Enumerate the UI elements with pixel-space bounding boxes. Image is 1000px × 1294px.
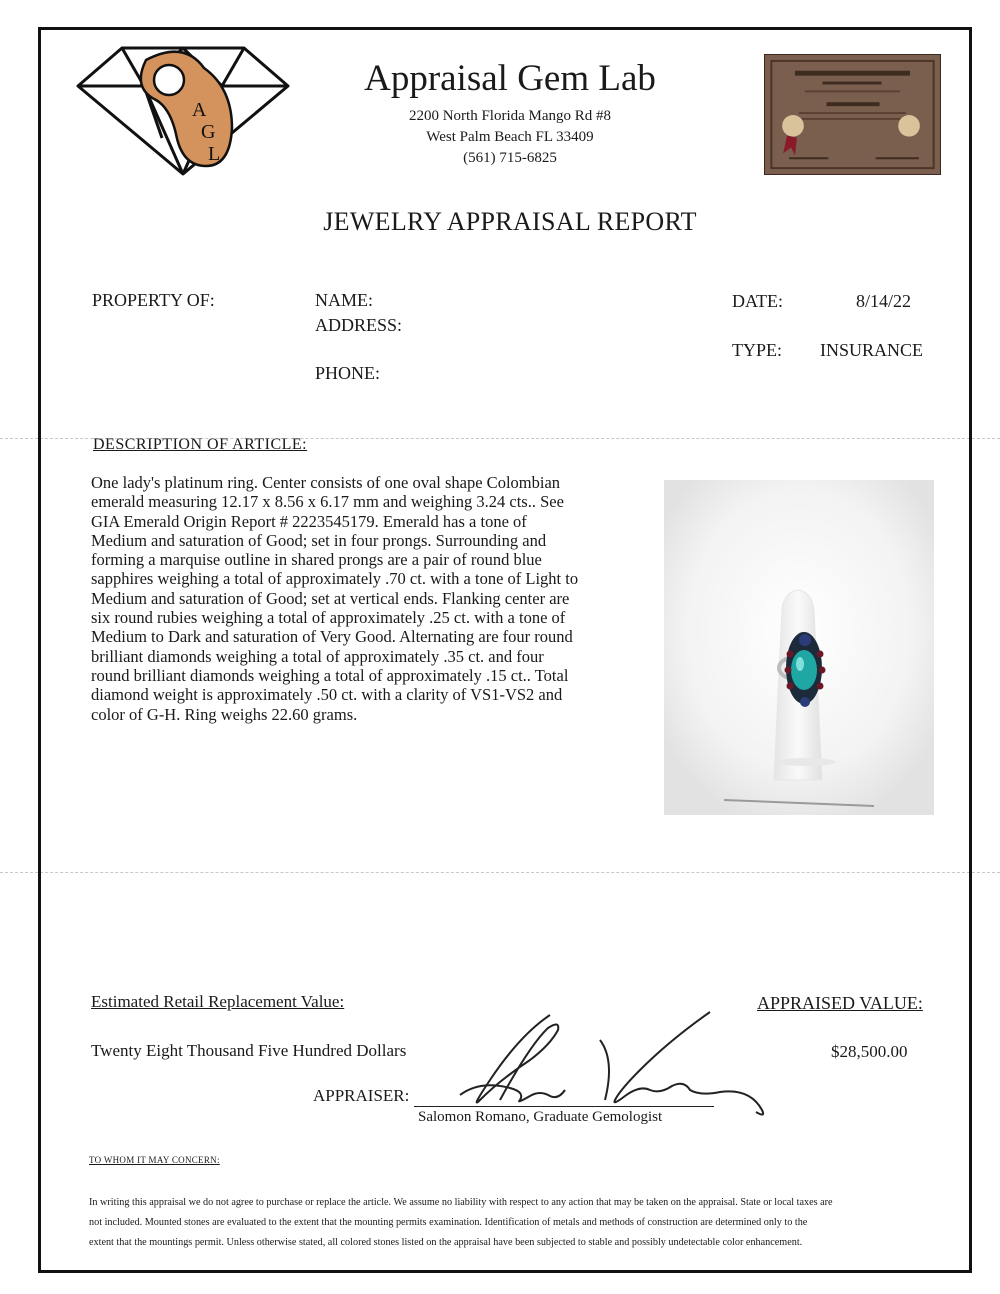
lab-name: Appraisal Gem Lab (364, 58, 656, 99)
amount-in-words: Twenty Eight Thousand Five Hundred Dollars (91, 1041, 407, 1060)
name-label: NAME: (315, 290, 373, 310)
disclaimer-line: In writing this appraisal we do not agree to purchase or replace the article. We assume no liability with respect to any action that may be taken on the appraisal. State or local taxes are (89, 1197, 833, 1208)
description-line: One lady's platinum ring. Center consists of one oval shape Colombian (91, 473, 561, 492)
description-line: diamond weight is approximately .50 ct. with a clarity of VS1-VS2 and (91, 685, 563, 705)
description-line: forming a marquise outline in shared prongs are a pair of round blue (91, 550, 542, 570)
appraiser-signature (440, 1000, 780, 1130)
appraised-value-label: APPRAISED VALUE: (757, 993, 923, 1013)
agl-diamond-logo (74, 38, 292, 178)
description-line: six round rubies weighing a total of approximately .25 ct. with a tone of (91, 608, 566, 628)
date-label: DATE: (732, 291, 783, 311)
appraiser-label: APPRAISER: (313, 1086, 410, 1105)
description-line: Medium and saturation of Good; set in four prongs. Surrounding and (91, 530, 547, 550)
ring-photo (664, 480, 934, 815)
appraiser-name: Salomon Romano, Graduate Gemologist (418, 1109, 663, 1125)
description-line: Medium to Dark and saturation of Very Good. Alternating are four round (91, 627, 573, 647)
address-label: ADDRESS: (315, 315, 403, 335)
disclaimer-line: extent that the mountings permit. Unless otherwise stated, all colored stones listed on the appraisal have been subjected to stable and possibly undetectable color enhancement. (89, 1237, 803, 1248)
description-heading: DESCRIPTION OF ARTICLE: (93, 436, 308, 453)
logo-letter-a: A (192, 99, 207, 121)
date-value: 8/14/22 (856, 291, 912, 311)
type-label: TYPE: (732, 340, 783, 360)
logo-letter-g: G (201, 121, 216, 143)
disclaimer-text (89, 1193, 935, 1253)
description-line: Medium and saturation of Good; set at vertical ends. Flanking center are (91, 588, 570, 608)
property-of-label: PROPERTY OF: (92, 290, 215, 310)
description-line: emerald measuring 12.17 x 8.56 x 6.17 mm and weighing 3.24 cts.. See (91, 492, 564, 512)
description-line: brilliant diamonds weighing a total of approximately .35 ct. and four (91, 646, 544, 666)
lab-address (360, 106, 660, 169)
description-text (91, 473, 651, 724)
logo-letter-l: L (208, 143, 221, 165)
phone-line: (561) 715-6825 (463, 150, 557, 166)
description-line: round brilliant diamonds weighing a total of approximately .15 ct.. Total (91, 665, 569, 685)
description-line: color of G-H. Ring weighs 22.60 grams. (91, 704, 358, 724)
description-line: GIA Emerald Origin Report # 2223545179. Emerald has a tone of (91, 511, 527, 531)
address-line-2: West Palm Beach FL 33409 (426, 129, 594, 145)
to-whom-it-may-concern-heading: TO WHOM IT MAY CONCERN: (89, 1155, 220, 1165)
disclaimer-line: not included. Mounted stones are evaluated to the extent that the mounting permits examination. Identification of metals and methods of construction are determined only to the (89, 1217, 808, 1228)
description-line: sapphires weighing a total of approximately .70 ct. with a tone of Light to (91, 569, 579, 589)
report-title: JEWELRY APPRAISAL REPORT (323, 207, 697, 236)
gemologist-certificate-image (764, 54, 941, 175)
address-line-1: 2200 North Florida Mango Rd #8 (408, 108, 612, 124)
estimated-value-label: Estimated Retail Replacement Value: (91, 992, 345, 1011)
phone-label: PHONE: (315, 363, 381, 383)
type-value: INSURANCE (820, 340, 924, 360)
appraised-amount: $28,500.00 (831, 1042, 908, 1061)
